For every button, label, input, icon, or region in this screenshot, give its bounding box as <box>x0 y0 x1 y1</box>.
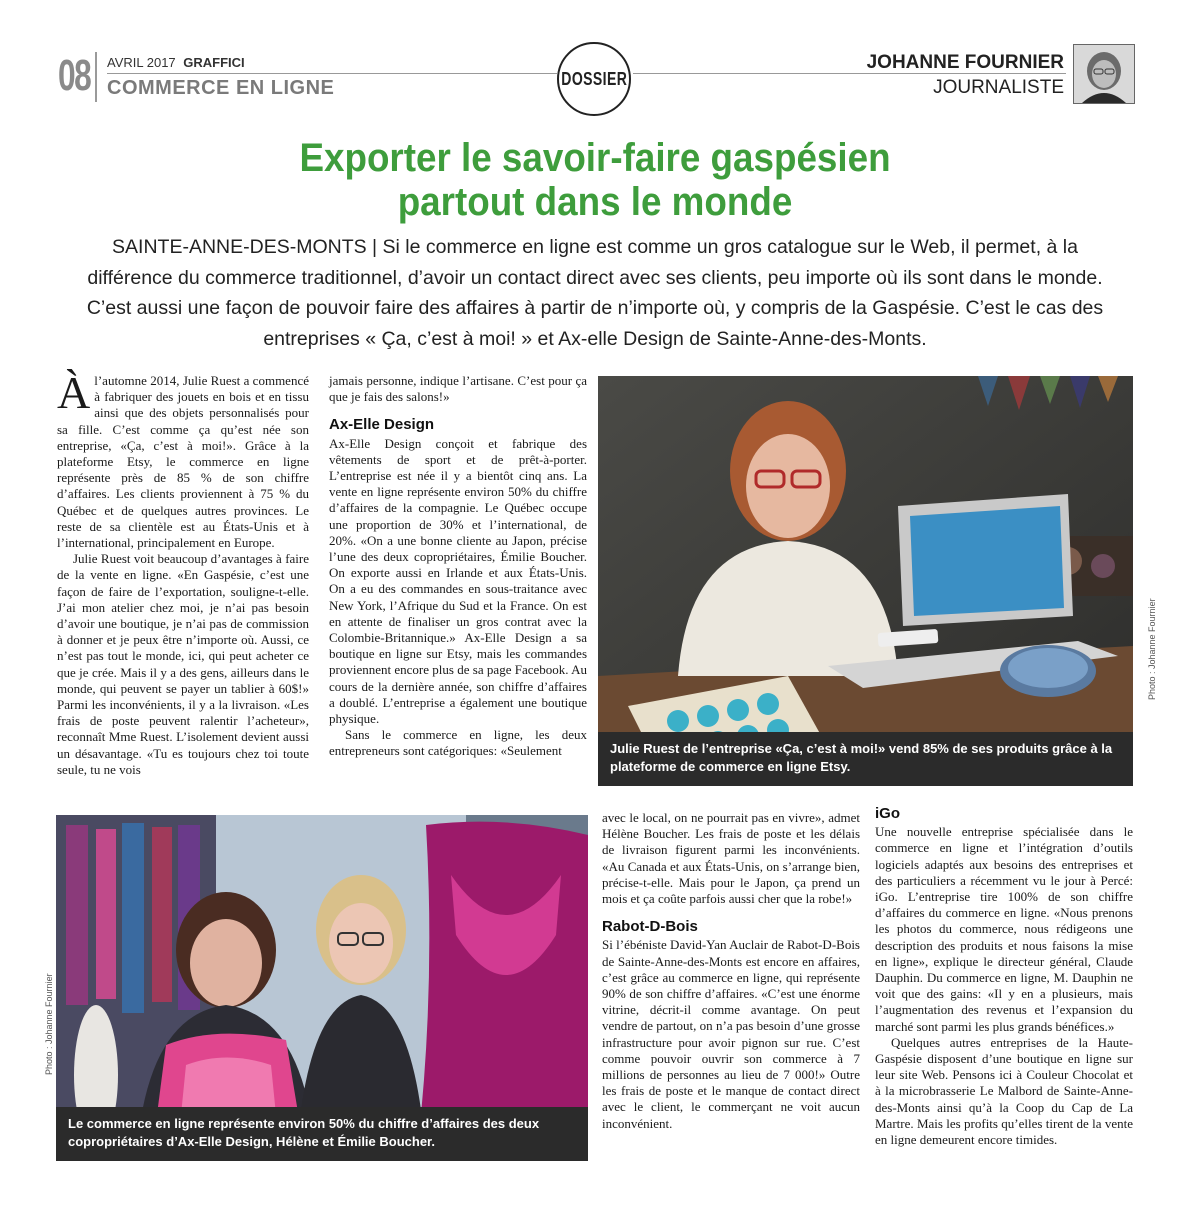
col4-paragraph-1: Une nouvelle entreprise spécialisée dans le commerce en ligne et l’intégration d’outils logiciels adaptés aux besoins des entreprises et des particuliers a récemment vu le jour à Percé: iGo. L’entreprise tire 100% de son chiffre d’affaires du commerce en ligne. «Nous prenons les photos du commerce, nous rédigeons une description des produits et nous faisons la mise en ligne», explique le directeur général, Claude Dauphin. Du commerce en ligne, M. Dauphin ne voit que des gains: «Il y en a plusieurs, mais l’augmentation des revenus et l’expansion du marché sont parmi les plus grands bénéfices.» <box>875 824 1133 1034</box>
column-3 <box>602 810 860 1132</box>
section-label: COMMERCE EN LIGNE <box>107 77 335 99</box>
column-4 <box>875 806 1133 1148</box>
column-2 <box>329 373 587 760</box>
subheading-igo: iGo <box>875 805 900 822</box>
col3-paragraph-2: Si l’ébéniste David-Yan Auclair de Rabot-D-Bois de Sainte-Anne-des-Monts est encore en affaires, c’est grâce au commerce en ligne, qui représente 90% de son chiffre d’affaires. «C’est une énorme vitrine, décrit-il comme avantage. On peut vendre de partout, on n’a pas besoin d’une grosse infrastructure pour avoir pignon sur rue. C’est comme pouvoir ouvrir son commerce à 7 millions de personnes au lieu de 7 000!» Outre les frais de poste et le manque de contact direct avec le client, le commerçant ne voit aucun inconvénient. <box>602 937 860 1131</box>
title-line-1: Exporter le savoir-faire gaspésien <box>299 136 891 180</box>
photo-julie-ruest-illustration <box>598 376 1133 786</box>
col2-paragraph-2: Ax-Elle Design conçoit et fabrique des vêtements de sport et de prêt-à-porter. L’entreprise est née il y a bientôt cinq ans. La vente en ligne représente environ 50% du chiffre d’affaires de la compagnie. Le Québec occupe une proportion de 30% et l’international, de 20%. «On a une bonne cliente au Japon, précise l’une des deux copropriétaires, Émilie Boucher. On exporte aussi en Irlande et aux États-Unis. On a eu des commandes en sous-traitance avec New York, l’Afrique du Sud et la France. On est en attente de finaliser un gros contrat avec la Colombie-Britannique.» Ax-Elle Design a sa boutique en ligne sur Etsy, mais les commandes proviennent encore plus de sa page Facebook. Au cours de la dernière année, son chiffre d’affaires a doublé. L’entreprise a également une boutique physique. <box>329 435 587 727</box>
author-name: JOHANNE FOURNIER <box>866 52 1064 73</box>
photo-julie-ruest-credit: Photo : Johanne Fournier <box>1147 598 1157 700</box>
photo-ax-elle-design-credit: Photo : Johanne Fournier <box>44 973 54 1075</box>
publication-name: GRAFFICI <box>183 55 245 70</box>
title-line-2: partout dans le monde <box>397 180 793 224</box>
header-rule-left <box>107 73 557 74</box>
photo-julie-ruest-caption: Julie Ruest de l’entreprise «Ça, c’est à moi!» vend 85% de ses produits grâce à la plateforme de commerce en ligne Etsy. <box>598 732 1133 786</box>
col2-paragraph-1: jamais personne, indique l’artisane. C’est pour ça que je fais des salons!» <box>329 373 587 405</box>
author-portrait <box>1073 44 1135 104</box>
issue-date: AVRIL 2017 <box>107 55 176 70</box>
drop-cap: À <box>57 367 91 418</box>
col1-paragraph-1 <box>57 367 309 551</box>
dossier-badge-label: DOSSIER <box>561 68 627 89</box>
subheading-rabot-d-bois: Rabot-D-Bois <box>602 918 698 936</box>
portrait-illustration <box>1074 45 1134 103</box>
col2-paragraph-3: Sans le commerce en ligne, les deux entrepreneurs sont catégoriques: «Seulement <box>329 727 587 759</box>
column-1 <box>57 367 309 778</box>
col4-paragraph-2: Quelques autres entreprises de la Haute-Gaspésie disposent d’une boutique en ligne sur leur site Web. Pensons ici à Couleur Chocolat et à la microbrasserie Le Malbord de Sainte-Anne-des-Monts ainsi qu’à la Coop du Cap de La Martre. Mais les profits qu’elles tirent de la vente en ligne demeurent encore timides. <box>875 1034 1133 1148</box>
header-divider <box>95 52 97 102</box>
col3-paragraph-1: avec le local, on ne pourrait pas en vivre», admet Hélène Boucher. Les frais de poste et les délais de livraison figurent parmi les inconvénients. «Au Canada et aux États-Unis, on s’arrange bien, précise-t-elle. Mais pour le Japon, ça prend un mois et ça coûte parfois aussi cher que la robe!» <box>602 810 860 907</box>
dossier-badge <box>557 42 631 116</box>
photo-julie-ruest <box>598 376 1133 786</box>
subheading-ax-elle-design: Ax-Elle Design <box>329 416 435 434</box>
col1-paragraph-2: Julie Ruest voit beaucoup d’avantages à faire de la vente en ligne. «En Gaspésie, c’est une façon de faire de l’exportation, souligne-t-elle. J’ai mon atelier chez moi, je n’ai pas besoin d’avoir une boutique, je n’ai pas de commission à donner et je peux être n’importe où. Aussi, ce n’est pas tout le monde, ici, qui peut acheter ce que je crée. Mais il y a des gens, ailleurs dans le monde, qui peuvent se payer un tablier à 60$!» Parmi les inconvénients, il y a la livraison. «Les frais de poste peuvent ralentir l’acheteur», reconnaît Mme Ruest. L’isolement devient aussi un désavantage. «Tu es toujours chez toi toute seule, tu ne vois <box>57 551 309 777</box>
article-title <box>100 136 1090 224</box>
photo-ax-elle-design <box>56 815 588 1161</box>
article-lead: SAINTE-ANNE-DES-MONTS | Si le commerce en ligne est comme un gros catalogue sur le Web, il permet, à la différence du commerce traditionnel, d’avoir un contact direct avec ses clients, peu importe où ils sont dans le monde. C’est aussi une façon de pouvoir faire des affaires à partir de n’importe où, y compris de la Gaspésie. C’est le cas des entreprises « Ça, c’est à moi! » et Ax-elle Design de Sainte-Anne-des-Monts. <box>86 236 1104 350</box>
issue-line <box>107 55 245 70</box>
page-number: 08 <box>58 51 91 100</box>
author-role: JOURNALISTE <box>933 77 1064 98</box>
photo-ax-elle-design-caption: Le commerce en ligne représente environ 50% du chiffre d’affaires des deux copropriétaires d’Ax-Elle Design, Hélène et Émilie Boucher. <box>56 1107 588 1161</box>
col1-paragraph-1-text: l’automne 2014, Julie Ruest a commencé à fabriquer des jouets en bois et en tissu ainsi que des objets personnalisés pour sa fille. C’est comme ça qu’est née son entreprise, «Ça, c’est à moi!». Grâce à la plateforme Etsy, le commerce en ligne représente près de 85 % de son chiffre d’affaires. Les clients proviennent à 75 % du Québec et de quelques autres provinces. Le reste de sa clientèle est au États-Unis et à l’international, principalement en Europe. <box>57 373 309 551</box>
